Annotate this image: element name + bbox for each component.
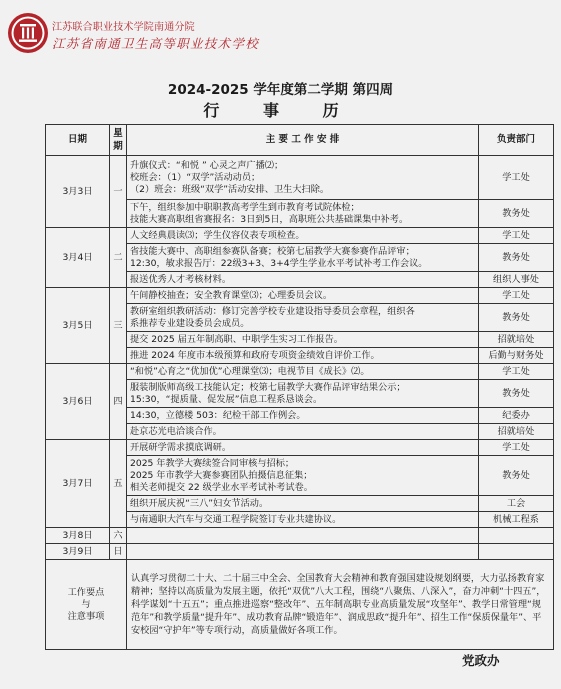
school-name-calligraphy: 江苏省南通卫生高等职业技术学校	[52, 36, 260, 51]
task-line: （2）班会：班级“双学”活动安排、卫生大扫除。	[130, 183, 330, 195]
date-cell: 3月7日	[46, 440, 110, 528]
tasks-header: 主 要 工 作 安 排	[127, 125, 479, 156]
summary-text: 认真学习贯彻二十大、二十届三中全会、全国教育大会精神和教育强国建设规划纲要，大力弘扬教育家精神；坚持以高质量为发展主题，依托“双优”八大工程，围绕“八聚焦、八深入”，奋力冲刺“十四五”，科学谋划“十五五”；重点推进巡察“整改年”、五年制高职专业高质量发展“攻坚年”、教学日常管理“规范年”和教学质量“提升年”、成功教育品牌“锻造年”、润成思政“提升年”、招生工作“保质保量年”、平安校园“守护年”等专项行动，高质量做好各项工作。	[127, 560, 554, 650]
dept-cell: 招就培处	[479, 332, 554, 348]
dept-cell: 工会	[479, 496, 554, 512]
task-cell	[127, 348, 479, 364]
task-cell	[127, 408, 479, 424]
dept-cell: 教务处	[479, 304, 554, 332]
task-line: 推进 2024 年度市本级预算和政府专项资金绩效自评价工作。	[130, 349, 380, 361]
task-cell	[127, 288, 479, 304]
dept-cell: 纪委办	[479, 408, 554, 424]
task-cell	[127, 496, 479, 512]
task-line: 午间静校抽查；安全教育课堂⑶；心理委员会议。	[130, 289, 333, 301]
task-line: 升旗仪式：“和悦 ” 心灵之声广播⑵；	[130, 159, 284, 171]
dept-cell	[479, 528, 554, 544]
task-line: 组织开展庆祝“三八”妇女节活动。	[130, 497, 269, 509]
task-cell	[127, 200, 479, 228]
task-line: “和悦”心育之“优加优”心理课堂⑶；电视节目《成长》⑵。	[130, 365, 370, 377]
task-line: 校班会：（1）“双学”活动动员；	[130, 171, 261, 183]
task-cell	[127, 528, 479, 544]
task-line: 报送优秀人才考核材料。	[130, 273, 232, 285]
task-cell	[127, 304, 479, 332]
task-line: 省技能大赛中、高职组参赛队备赛；校第七届教学大赛参赛作品评审；	[130, 245, 415, 257]
school-name: 江苏联合职业技术学院南通分院	[52, 22, 195, 33]
summary-label: 工作要点 与 注意事项	[46, 560, 127, 650]
table-row	[46, 544, 554, 560]
task-line: 开展研学需求摸底调研。	[130, 441, 232, 453]
task-line: 相关老师提交 22 级学业水平考试补考试卷。	[130, 481, 313, 493]
dept-cell: 教务处	[479, 380, 554, 408]
task-line: 12:30，敏求报告厅：22级3+3、3+4学生学业水平考试补考工作会议。	[130, 257, 428, 269]
page-title: 2024-2025 学年度第二学期 第四周	[167, 82, 394, 98]
dept-cell: 学工处	[479, 440, 554, 456]
task-line: 赴京芯光电洽谈合作。	[130, 425, 222, 437]
table-row	[46, 528, 554, 544]
date-header: 日期	[46, 125, 110, 156]
task-line: 系推荐专业建设委员会成员。	[130, 317, 250, 329]
task-cell	[127, 332, 479, 348]
weekday-cell: 日	[110, 544, 127, 560]
weekday-cell: 二	[110, 228, 127, 288]
date-cell: 3月8日	[46, 528, 110, 544]
dept-cell: 后勤与财务处	[479, 348, 554, 364]
weekday-cell: 三	[110, 288, 127, 364]
task-line: 与南通职大汽车与交通工程学院签订专业共建协议。	[130, 513, 342, 525]
task-line: 教研室组织教研活动：修订完善学校专业建设指导委员会章程，组织各	[130, 305, 415, 317]
task-line: 技能大赛高职组省赛报名：3日到5日，高职班公共基础课集中补考。	[130, 213, 409, 225]
weekday-header: 星期	[110, 125, 127, 156]
task-line: 提交 2025 届五年制高职、中职学生实习工作报告。	[130, 333, 343, 345]
dept-cell: 教务处	[479, 200, 554, 228]
task-line: 服装制版师高级工技能认定；校第七届教学大赛作品评审结果公示；	[130, 381, 406, 393]
task-cell	[127, 512, 479, 528]
dept-header: 负责部门	[479, 125, 554, 156]
task-cell	[127, 244, 479, 272]
dept-cell: 教务处	[479, 456, 554, 496]
dept-cell: 学工处	[479, 156, 554, 200]
date-cell: 3月4日	[46, 228, 110, 288]
task-line: 下午，组织参加中职职教高考学生到市教育考试院体检；	[130, 201, 360, 213]
task-cell	[127, 456, 479, 496]
task-line: 2025 年教学大赛续签合同审核与招标；	[130, 457, 295, 469]
task-cell	[127, 544, 479, 560]
school-logo	[7, 12, 49, 54]
task-cell	[127, 272, 479, 288]
dept-cell	[479, 544, 554, 560]
page-subtitle: 行 事 历	[203, 101, 358, 120]
dept-cell: 学工处	[479, 364, 554, 380]
table-row	[46, 364, 554, 380]
dept-cell: 组织人事处	[479, 272, 554, 288]
task-cell	[127, 156, 479, 200]
dept-cell: 教务处	[479, 244, 554, 272]
table-row	[46, 440, 554, 456]
weekday-cell: 六	[110, 528, 127, 544]
task-cell	[127, 380, 479, 408]
table-row	[46, 288, 554, 304]
task-cell	[127, 228, 479, 244]
task-cell	[127, 440, 479, 456]
dept-cell: 学工处	[479, 288, 554, 304]
date-cell: 3月3日	[46, 156, 110, 228]
task-cell	[127, 364, 479, 380]
task-line: 14:30，立德楼 503：纪检干部工作例会。	[130, 409, 306, 421]
weekday-cell: 一	[110, 156, 127, 228]
weekday-cell: 四	[110, 364, 127, 440]
table-header-row	[46, 125, 554, 156]
weekday-cell: 五	[110, 440, 127, 528]
table-row	[46, 156, 554, 200]
date-cell: 3月5日	[46, 288, 110, 364]
dept-cell: 学工处	[479, 228, 554, 244]
signature: 党政办	[462, 653, 500, 668]
task-cell	[127, 424, 479, 440]
date-cell: 3月6日	[46, 364, 110, 440]
table-row	[46, 228, 554, 244]
task-line: 15:30，“提质量、促发展”信息工程系恳谈会。	[130, 393, 323, 405]
summary-row	[46, 560, 554, 650]
date-cell: 3月9日	[46, 544, 110, 560]
task-line: 人文经典晨读⑶；学生仪容仪表专项检查。	[130, 229, 305, 241]
dept-cell: 招就培处	[479, 424, 554, 440]
dept-cell: 机械工程系	[479, 512, 554, 528]
schedule-table	[45, 124, 554, 650]
task-line: 2025 年市教学大赛参赛团队拍摄信息征集；	[130, 469, 313, 481]
